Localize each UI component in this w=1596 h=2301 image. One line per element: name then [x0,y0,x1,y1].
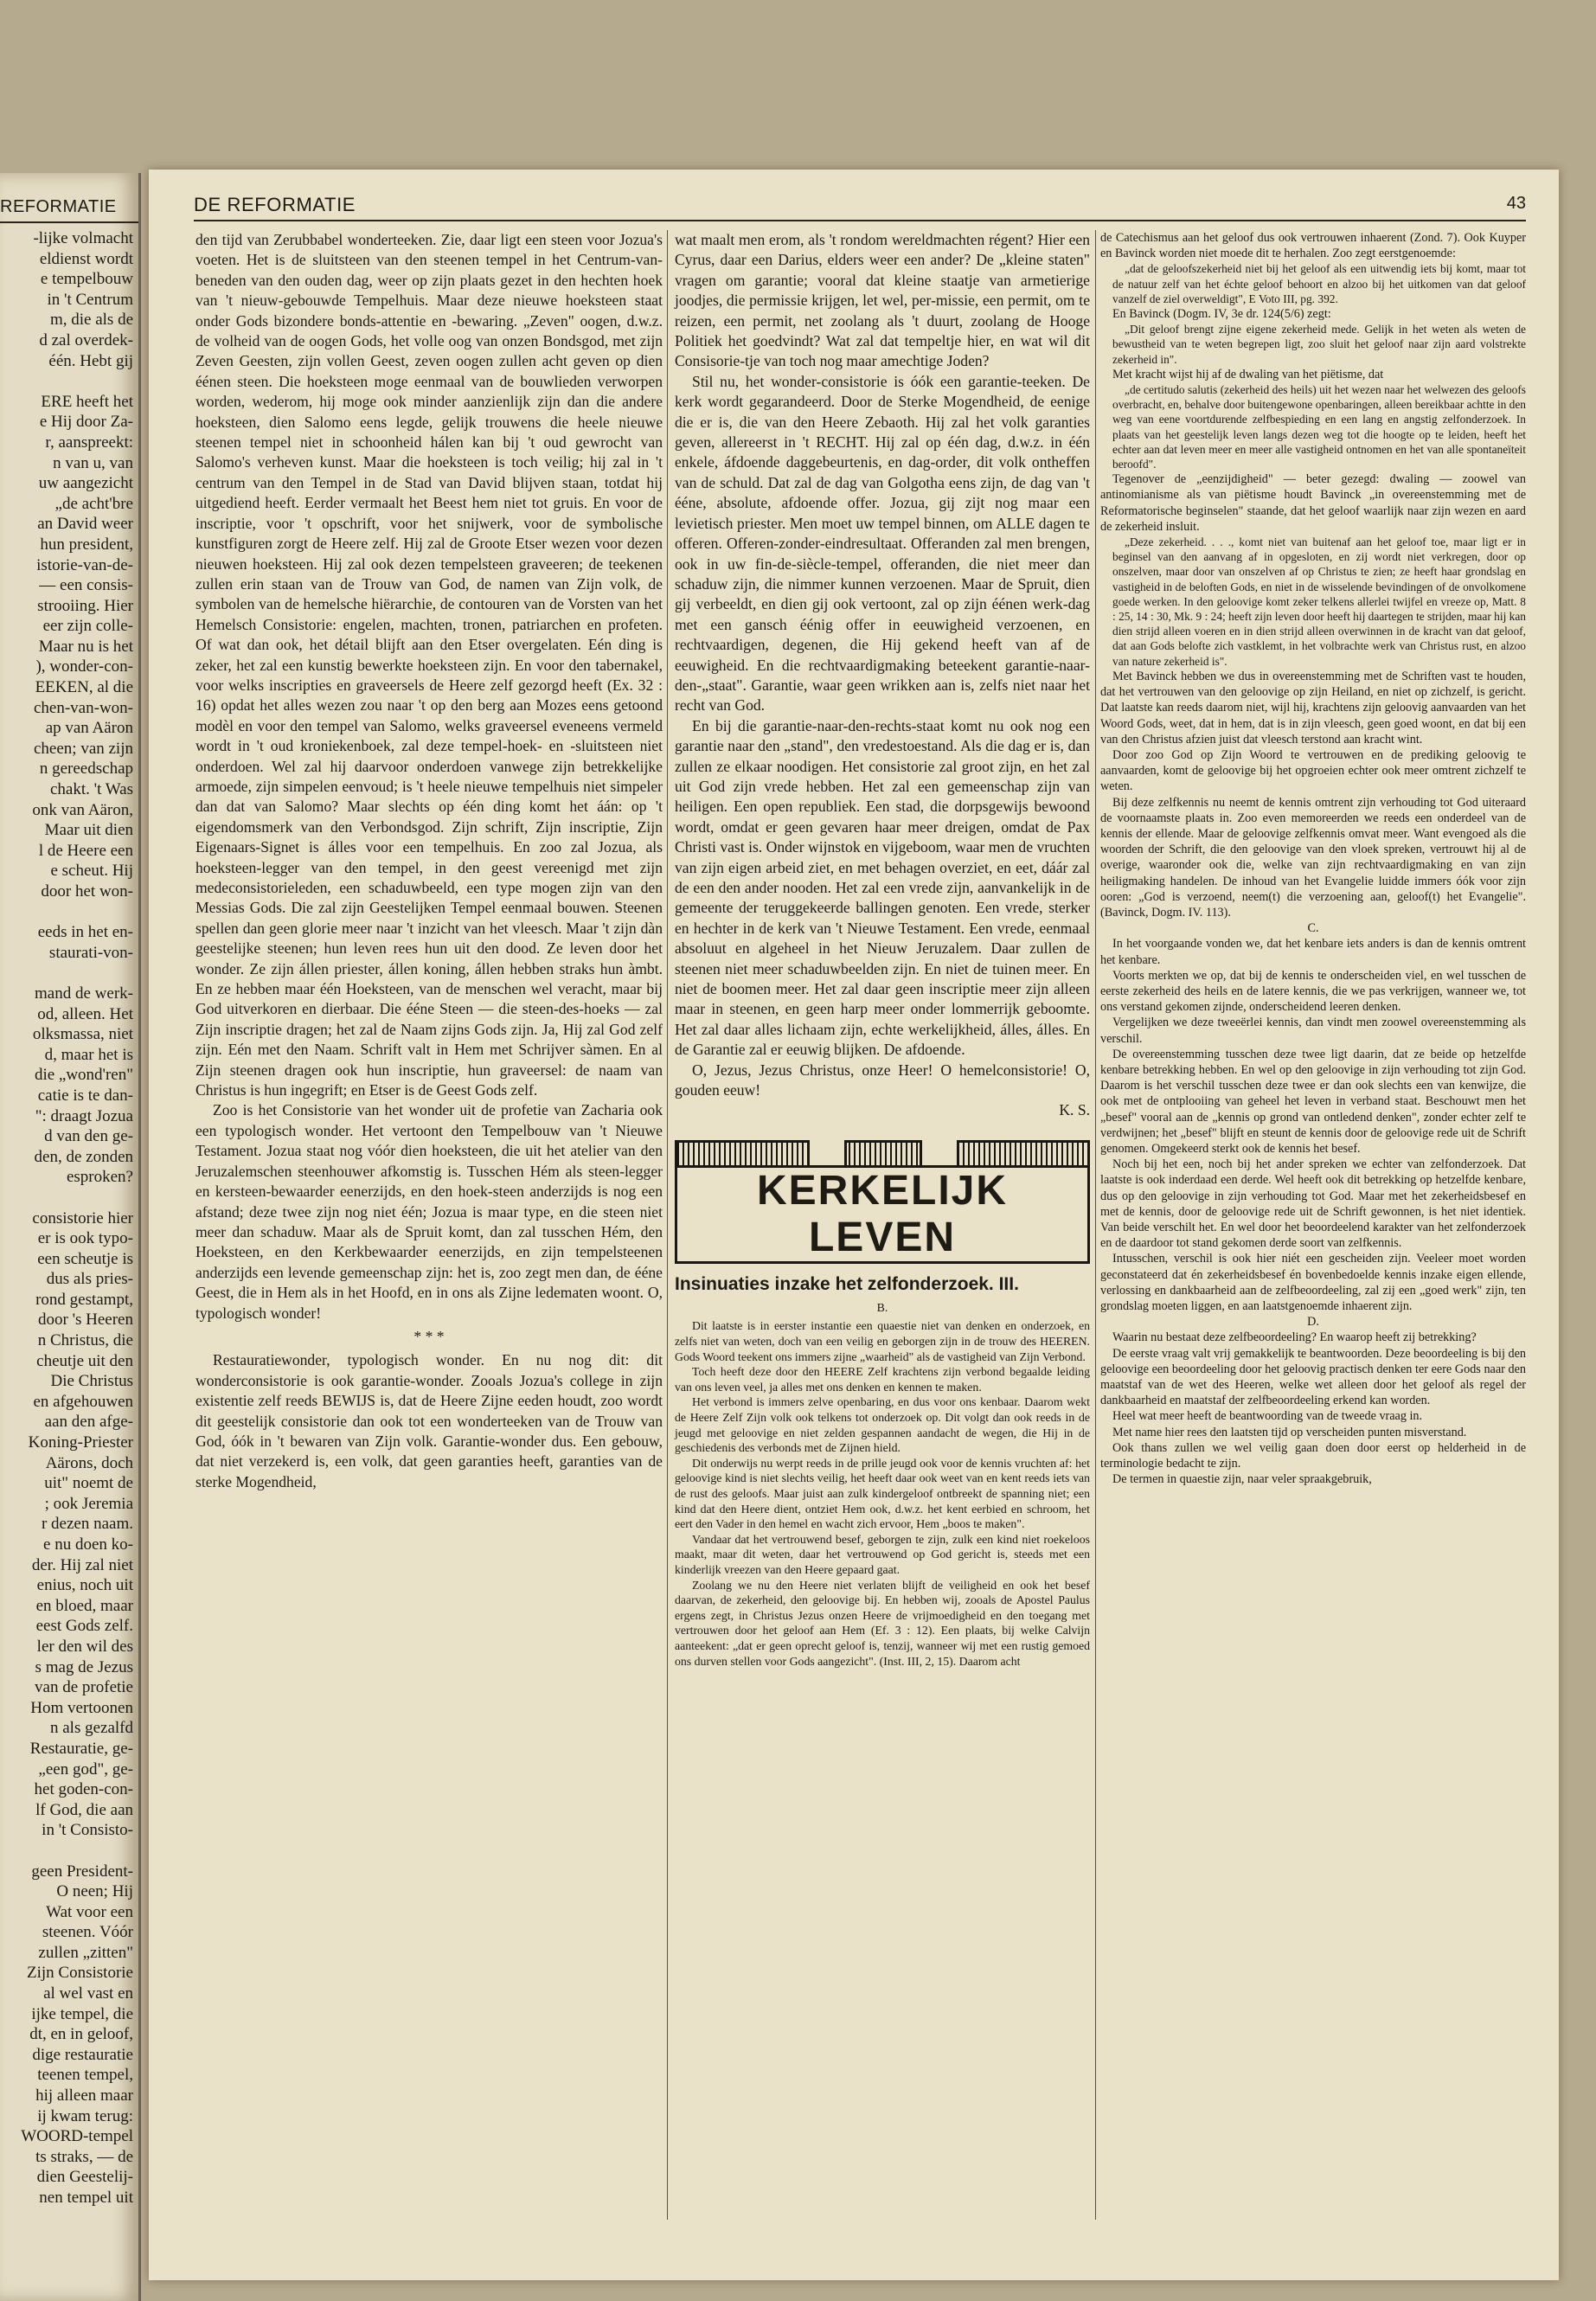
author-signature: K. S. [1059,1101,1090,1119]
left-page-line: het goden-con- [34,1780,133,1799]
left-page-line: onk van Aäron, [32,800,133,819]
left-page-line: consistorie hier [32,1208,133,1227]
running-title: DE REFORMATIE [194,194,356,215]
left-page-header: REFORMATIE [0,197,117,216]
paragraph: Met name hier rees den laatsten tijd op verscheiden punten misverstand. [1112,1425,1467,1439]
banner-ornament-gap [807,1140,847,1165]
left-page-line [3,1188,133,1208]
paragraph: Waarin nu bestaat deze zelfbeoordeeling? En waarop heeft zij betrekking? [1112,1330,1477,1345]
left-page-line: — een consis- [39,576,133,595]
left-page-line: eest Gods zelf. [35,1617,133,1636]
left-page-line: uw aangezicht [38,474,133,493]
left-page-line: Die Christus [50,1372,133,1391]
left-page-line: s mag de Jezus [35,1657,133,1676]
left-page-line: m, die als de [49,311,133,330]
left-page-line: ts straks, — de [35,2147,133,2166]
left-page-line: n als gezalfd [49,1719,133,1738]
left-page-line: d van den ge- [44,1127,133,1146]
left-page-line: nen tempel uit [39,2189,133,2207]
subsection-letter: B. [876,1300,888,1314]
left-page-line: r dezen naam. [41,1515,133,1534]
paragraph: wat maalt men erom, als 't rondom wereldmachten régent? Hier een Cyrus, daar een Darius, elders weer een ander? De „kleine staten" vragen om garantie; vooral dat kleine staatje van armetierige joodjes, die permissie krijgen, let wel, per-missie, een permit, om te reizen, een permit, net zoolang als 't duurt, zoolang de Hooge Politiek het goedvindt? Wat zal dat tempeltje hier, en wat wil dit Consisorie-tje van toch nog maar amechtige Joden? [675,231,1090,370]
paragraph: Noch bij het een, noch bij het ander spreken we echter van zelfonderzoek. Dat laatste is ook inderdaad een derde. Wel heeft ook dit betrekking op hetzelfde kenbare, dus op den geloovige in zijn verhouding tot God. Maar met het zekerheidsbesef en met de kennis, door de geloovige rede uit de Schrift gewonnen, is het niet identiek. Van beide verschilt het. En wel door het beoordeelend karakter van het zelfonderzoek en de daardoor tot stand gekomen derde soort van zelfkennis. [1100,1157,1526,1251]
left-page-line: n van u, van [53,453,133,472]
left-facing-page [0,173,141,2301]
paragraph: Heel wat meer heeft de beantwoording van de tweede vraag in. [1112,1409,1423,1424]
left-page-line: ": draagt Jozua [35,1106,133,1125]
paragraph: Met kracht wijst hij af de dwaling van het piëtisme, dat [1112,367,1384,381]
paragraph: En Bavinck (Dogm. IV, 3e dr. 124(5/6) zegt: [1112,307,1331,322]
left-page-line: dien Geestelij- [36,2168,133,2187]
left-page-line: Zijn Consistorie [27,1964,133,1983]
left-page-line: door 's Heeren [38,1311,133,1330]
left-page-line [3,371,133,392]
paragraph: Tegenover de „eenzijdigheid" — beter gezegd: dwaling — zoowel van antinomianisme als van piëtisme houdt Bavinck „in overeenstemming met de Reformatorische beginselen" staande, dat het geloof waarlijk naar zijn wezen en aard de zekerheid insluit. [1100,472,1526,534]
kerkelijk-leven-banner [675,1140,1090,1264]
left-page-line: -lijke volmacht [33,229,133,247]
paragraph: Door zoo God op Zijn Woord te vertrouwen en de prediking geloovig te aanvaarden, komt de geloovige bij het opgroeien echter ook meer omtrent zichzelf te weten. [1100,747,1526,794]
article-title: Insinuaties inzake het zelfonderzoek. III. [675,1273,1019,1294]
paragraph: Intusschen, verschil is ook hier niét een gescheiden zijn. Veeleer moet worden geconstateerd dat én zekerheidsbesef én bovenbedoelde kennis inzake eigen ellende, verlossing en dankbaarheid aan de zelfbeoordeeling, zal zij een „goed werk" zijn, ten grondslag moeten liggen, en aan laatstgenoemde inhaerent zijn. [1100,1252,1526,1314]
left-page-line: ijke tempel, die [31,2004,133,2023]
header-rule [194,220,1526,221]
left-page-line: die „wond'ren" [34,1066,133,1085]
left-page-line: lf God, die aan [35,1800,133,1819]
left-page-line: e nu doen ko- [43,1535,133,1554]
paragraph: den tijd van Zerubbabel wonderteeken. Zie, daar ligt een steen voor Jozua's voeten. Het is de sluitsteen van den steenen tempel in het Centrum-van-beneden van den ouden dag, weer op zijn plaats gezet in den hechten hoek van 't nieuw-gebouwde Tempelhuis. Maar deze nieuwe hoeksteen staat onder Gods bizondere bonds-attentie en -bewaring. „Zeven" oogen, d.w.z. de volheid van de oogen Gods, het volle oog van onzen Bondsgod, met zijn Zeven Geesten, zijn vollen Geest, zeven oogen zullen acht geven op dien éénen steen. Die hoeksteen moge eenmaal van de bouwlieden verworpen worden, wederom, hij moge ook minder aanzienlijk zijn dan die andere hoeksteen, dien Salomo eens legde, gelijk trouwens die heele nieuwe steenen tempel niet in schoonheid hálen kan bij 't oud gewrocht van Salomo's verheven kunst. Maar die hoeksteen is toch veilig; hij zal in 't centrum van den Tempel in de Stad van David blijven staan, totdat hij uitgediend heeft. Eerder vermaalt het Beest hem niet tot gruis. En voor de inscriptie, voor 't opschrift, voor het snijwerk, voor de symbolische kunstfiguren zorgt de Heere zelf. Hij zal de Groote Etser wezen voor dezen nieuwen hoeksteen. Hij zal ook dezen tempelsteen graveeren; de teekenen zullen erin staan van de Trouw van God, de namen van Zijn volk, de symbolen van de hemelsche hiërarchie, de contouren van de Vorsten van het Hemelsch Consistorie: engelen, machten, tronen, patriarchen en profeten. Of wat dan ook, het détail blijft aan den Etser overgelaten. Eén ding is zeker, het zal een kunstig bewerkte hoeksteen zijn. En voor den tabernakel, voor welks inscripties en graveersels de Heere zelf gezorgd heeft (Ex. 32 : 16) opdat het alles wezen zou naar 't op den berg aan Mozes eens getoond modèl en voor den tempel van Salomo, welks graveersel eveneens vermeld wordt in 't oud kroniekenboek, zal deze tempel-hoek- en -sluitsteen niet onderdoen. Wel zal hij daarvoor onderdoen vanwege zijn betrekkelijke armoede, zijn simpelen eenvoud; is 't heele nieuwe tempelhuis niet simpeler dan dat van Salomo? Maar slechts op één ding komt het áán: op 't eigendomsmerk van den Verbondsgod. Zijn schrift, Zijn inscriptie, Zijn Eigenaars-Signet is álles voor een tempelhuis. En zoo zal Jozua, als hoeksteen-legger van den tempel, in den geest vereenigd met zijn medeconsistorieleden, een schaduwbeeld, een type mogen zijn van den Messias Gods. Die zal zijn Geestelijken Tempel eenmaal bouwen. Steenen spellen dan geen glorie meer naar 't inzicht van het vleesch. Maar 't zijn dàn geestelijke steenen; hun leven rees hun uit den dood. Ze leven door het wonder. Ze zijn állen priester, állen koning, állen hebben straks hun àmbt. En ze hebben maar één Hoeksteen, van de menschen wel veracht, maar bij God uitverkoren en dierbaar. Die ééne Steen — die steen-des-hoeks — zal Zijn inscriptie dragen; het zal de Naam zijns Gods zijn. Ja, Hij zal God zelf zijn. Eén met den Naam. Schrift valt in Hem met Schrijver sàmen. En al Zijn steenen dragen ook hun inscriptie, hun graveersel: de naam van Christus is hun ingegrift; en Etser is de Geest Gods zelf. [195,231,663,1099]
paragraph: Dit laatste is in eerster instantie een quaestie niet van denken en onderzoek, en zelfs niet van weten, doch van een veilig en geborgen zijn in de trouw des HEEREN. Gods Woord teekent ons immers zijne „waarheid" als de vastigheid van Zijn Verbond. [675,1319,1090,1363]
left-page-line: WOORD-tempel [21,2127,133,2146]
paragraph: Met Bavinck hebben we dus in overeenstemming met de Schriften vast te houden, dat het vertrouwen van den geloovige op zijn Heiland, en niet op zichzelf, is gericht. Dat laatste kan reeds daarom niet, wijl hij, krachtens zijn geloovig aanvaarden van het Woord Gods, weet, dat in hem, dat is in zijn vleesch, geen goed woont, en dat bij een van den Christus afzien juist dat vleesch terstond aan kracht wint. [1100,669,1526,747]
left-page-line: dige restauratie [32,2045,133,2064]
left-page-line: Aärons, doch [45,1453,133,1472]
left-page-line: „de acht'bre [54,494,133,513]
left-page-line: istorie-van-de- [36,555,133,574]
column-1 [195,230,663,1492]
paragraph: De eerste vraag valt vrij gemakkelijk te beantwoorden. Deze beoordeeling is bij den geloovige een beoordeeling door het geloovig practisch denken ter eere Gods naar den maatstaf van de wet des Heeren, welke wet alleen door het geloof als regel der dankbaarheid en maatstaf der zelfbeoordeeling erkend kan worden. [1100,1346,1526,1408]
quotation: „Deze zekerheid. . . ., komt niet van buitenaf aan het geloof toe, maar ligt er in beginsel van den aanvang af in opgesloten, en zij wordt niet verkregen, door op onszelven, maar door van onszelven af op Christus te zien; ze heeft haar grondslag en vastigheid in de beloften Gods, en niet in de wisselende bevindingen of de onvolkomene goede werken. In den geloovige komt zeker telkens allerlei twijfel en vreeze op, Matt. 8 : 25, 14 : 30, Mk. 9 : 24; heeft zijn leven door heeft hij daartegen te strijden, maar hij kan dien strijd alleen voeren en in dien strijd alleen overwinnen in de kracht van dat geloof, dat aan Gods belofte zich vastklemt, in het volbrachte werk van Christus rust, en alzoo van nature zekerheid is". [1112,535,1526,668]
left-page-line: e Hij door Za- [39,413,133,432]
quotation: „dat de geloofszekerheid niet bij het geloof als een uitwendig iets bij komt, maar tot de natuur zelf van het échte geloof behoort en alzoo bij het uitkomen van dat geloof vanzelf de ziel overweldigt", E Voto III, pg. 392. [1112,262,1526,305]
left-page-line: er is ook typo- [37,1229,133,1248]
page-header [194,194,1526,220]
left-page-line: Wat voor een [46,1902,133,1921]
page-number: 43 [1506,194,1526,213]
left-page-line: O neen; Hij [56,1882,133,1901]
left-page-line: uit" noemt de [44,1474,133,1493]
paragraph: O, Jezus, Jezus Christus, onze Heer! O hemelconsistorie! O, gouden eeuw! [675,1061,1090,1099]
paragraph: Bij deze zelfkennis nu neemt de kennis omtrent zijn verhouding tot God uiteraard de voornaamste plaats in. Zoo even memoreerden we reeds een onderdeel van de kennis der ellende. Maar de geloovige zelfkennis omvat meer. Want evengoed als die woorden der Schrift, die den geloovige van den vloek spreken, vertrouwt hij al de overige, waaronder ook die, welke van zijn rechtvaardigmaking en van zijn heiligmaking handelen. De inhoud van het Evangelie luidde immers óók voor zijn ooren: „God is verzoend, neem(t) die verzoening aan, geloof(t) het Evangelie". (Bavinck, Dogm. IV. 113). [1100,795,1526,920]
left-page-line: eldienst wordt [39,249,133,268]
column-2 [675,230,1090,1669]
banner-ornament-gap [920,1140,959,1165]
paragraph: Stil nu, het wonder-consistorie is óók een garantie-teeken. De kerk wordt gegarandeerd. Door de Sterke Mogendheid, de eenige die er is, die van den Heere Zebaoth. Hij zal het volk garanties geven, allereerst in 't RECHT. Hij zal op één dag, d.w.z. in één enkele, áfdoende daggebeurtenis, en dag-order, dit volk ontheffen van de schuld. Dat zal de dag van Golgotha eens zijn, de dag van 't ééne, absolute, afdoende offer. Jozua, gij zijt nog maar een levietisch priester. Men moet uw tempel binnen, om ALLE dagen te offeren. Offeren-zonder-eindresultaat. Offeranden zal men brengen, ook in uw fin-de-siècle-tempel, offeranden, die niet meer dan schaduw zijn, die nimmer kunnen verzoenen. Maar de Spruit, dien gij verbeeldt, en dien gij ook vertoont, zal op zijn éénen werk-dag met een gansch éénig offer in eeuwigheid verzoenen, en rechtvaardigen, degenen, die Hij gekend heeft van af de eeuwigheid. En die rechtvaardigmaking beteekent garantie-naar-den-„staat". Garantie, waar geen wrikken aan is, zelfs niet naar het recht van God. [675,372,1090,715]
paragraph: Restauratiewonder, typologisch wonder. En nu nog dit: dit wonderconsistorie is ook garantie-wonder. Zooals Jozua's college in zijn existentie zelf reeds BEWIJS is, dat de Heere Zijne eeden houdt, zoo wordt dit geestelijk consistorie dan ook tot een wonderteeken van de Trouw van God, óók in 't bewaren van Zijn volk. Garantie-wonder dus. Een gebouw, dat niet verzekerd is, een volk, dat geen garanties heeft, garanties van de sterke Mogendheid, [195,1351,663,1490]
left-page-line: dus als pries- [46,1270,133,1289]
paragraph: Dit onderwijs nu werpt reeds in de prille jeugd ook voor de kennis vruchten af: het geloovige kind is niet slechts veilig, het heeft daar ook weet van en kent reeds iets van de rust des geloofs. Maar juist aan zulk kindergeloof ontbreekt de spanning niet; een kind dat den Heere dient, ontziet Hem ook, d.w.z. het kent eerbied en schroom, het eert den Vader in den hemel en wacht zich ervoor, Hem „boos te maken". [675,1456,1090,1531]
paragraph: In het voorgaande vonden we, dat het kenbare iets anders is dan de kennis omtrent het kenbare. [1100,937,1526,967]
left-page-line: rond gestampt, [35,1290,133,1309]
left-page-line: Restauratie, ge- [29,1739,133,1758]
subsection-letter: C. [1307,921,1319,936]
section-stars: * * * [413,1327,445,1345]
article-body [675,1300,1090,1669]
left-page-line: an David weer [37,515,133,534]
left-page-line: steenen. Vóór [42,1923,133,1942]
left-page-line: e scheut. Hij [50,862,133,881]
paragraph: de Catechismus aan het geloof dus ook vertrouwen inhaerent (Zond. 7). Ook Kuyper en Bavinck worden niet moede dit te herhalen. Zoo zegt eerstgenoemde: [1100,231,1526,261]
left-page-line: ), wonder-con- [35,657,133,676]
left-page-line: hun president, [40,535,133,554]
left-page-line: een scheutje is [37,1249,133,1268]
left-page-line: r, aanspreekt: [45,433,133,452]
paragraph: Ook thans zullen we wel veilig gaan doen door eerst op helderheid in de terminologie bedacht te zijn. [1100,1440,1526,1471]
left-page-line: aan den afge- [44,1413,133,1432]
left-page-line: e tempelbouw [40,270,133,289]
paragraph: Voorts merkten we op, dat bij de kennis te onderscheiden viel, en wel tusschen de eerste zekerheid des heils en de latere kennis, die we pas verkrijgen, wanneer we, tot ons verstand gekomen zijnde, onderscheidend leeren denken. [1100,968,1526,1015]
left-page-line: en bloed, maar [35,1596,133,1615]
left-page-line: ; ook Jeremia [44,1494,133,1513]
left-page-line: esproken? [66,1168,133,1187]
left-page-line: d, maar het is [44,1045,133,1064]
left-page-line: cheen; van zijn [33,739,133,758]
left-page-line: „een god", ge- [38,1759,133,1779]
paragraph: Het verbond is immers zelve openbaring, en dus voor ons kenbaar. Daarom wekt de Heere Zelf Zijn volk ook telkens tot onderzoek op. Dit volgt dan ook reeds in de jeugd met geloovige en niet zelden gespannen aandacht de wegen, die Hij in de geschiedenis des verbonds met de Zijnen hield. [675,1395,1090,1455]
left-page-line: Maar uit dien [44,821,133,840]
left-page-line: teenen tempel, [37,2066,133,2085]
left-page-line: dt, en in geloof, [29,2025,133,2044]
banner-ornament [675,1140,1090,1165]
left-page-line: hij alleen maar [35,2086,133,2106]
paragraph: Zoolang we nu den Heere niet verlaten blijft de veiligheid en ook het besef daarvan, de zekerheid, den geloovige bij. En hebben wij, zooals de Apostel Paulus ergens zegt, in Christus Jezus onzen Heere de vrijmoedigheid en den toegang met vertrouwen door het geloof aan Hem (Ef. 3 : 12). Een plaats, bij welke Calvijn aanteekent: „dat er geen oprecht geloof is, tenzij, wanneer wij met een rustig gemoed ons durven stellen voor Gods aangezicht". (Inst. III, 2, 15). Daarom acht [675,1578,1090,1668]
left-page-line: catie is te dan- [37,1086,133,1105]
left-page-line: eeds in het en- [37,923,133,942]
paragraph: Zoo is het Consistorie van het wonder uit de profetie van Zacharia ook een typologisch wonder. Het vertoont den Tempelbouw van 't Nieuwe Testament. Jozua staat nog vóór dien hoeksteen, die uit het atelier van den Jeruzalemschen steenhouwer afkomstig is. Tusschen Hém als steen-legger en kersteen-bewaarder eenerzijds, en den hoek-steen anderzijds is nog een afstand; deze twee zijn nog niet één; Jozua is maar type, en die steen niet meer dan schaduw. Maar als de Spruit komt, dan zal tusschen Hém, den Hoeksteen, en den Kerkbewaarder eenerzijds, en zijn tempelsteenen anderzijds een levende gemeenschap zijn: het is, zoo zegt men dan, de ééne Geest, die in Hem als in het Hoofd, en in ons als Zijne ledematen woont. O, typologisch wonder! [195,1101,663,1322]
section-banner-title: KERKELIJK LEVEN [675,1165,1090,1264]
left-page-line: Maar nu is het [38,637,133,656]
left-header-rule [0,221,138,223]
left-page-line: mand de werk- [35,984,133,1003]
left-page-line: den, de zonden [34,1147,133,1166]
left-page-line: en afgehouwen [33,1392,133,1411]
left-page-line: chakt. 't Was [50,780,133,799]
paragraph: Vandaar dat het vertrouwend besef, geborgen te zijn, zulk een kind niet roekeloos maakt, maar dit weten, daar het vertrouwend op God gericht is, steeds met een kinderlijk vreezen van den Heere gepaard gaat. [675,1532,1090,1576]
column-divider [667,230,668,2220]
left-page-line: olksmassa, niet [32,1025,133,1044]
left-page-line: staurati-von- [48,943,133,962]
left-page-line: n gereedschap [39,760,133,779]
left-page-line: van de profetie [35,1678,133,1697]
left-page-line: der. Hij zal niet [31,1555,133,1574]
left-page-line: cheutje uit den [36,1351,133,1370]
left-page-line: chen-van-won- [33,698,133,717]
left-page-line: in 't Consisto- [42,1821,133,1840]
paragraph: Vergelijken we deze tweeërlei kennis, dan vindt men zoowel overeenstemming als verschil. [1100,1016,1526,1046]
left-page-line: zullen „zitten" [38,1943,133,1962]
left-page-line: enius, noch uit [36,1576,133,1595]
left-page-line: al wel vast en [43,1984,133,2003]
paragraph: En bij die garantie-naar-den-rechts-staat komt nu ook nog een garantie naar den „stand", den vredestoestand. Als die dag er is, dan zullen ze elkaar noodigen. Het consistorie zal groot zijn, en het zal uit God zijn vrede hebben. Het zal een gemeenschap zijn van heiligen. Een open republiek. Een stad, die dorpsgewijs bewoond wordt, omdat er geen gevaren haar meer dreigen, omdat de Pax Christi vast is. Onder wijnstok en vijgeboom, waar men de vruchten van zijn eigen arbeid ziet, en met behagen overziet, en eet, dáár zal de een den ander nooden. Het zal een vrede zijn, aanvankelijk in de gemeente der teruggekeerde ballingen genoten. Een vrede, sterker en hechter in de kerk van 't Nieuwe Testament. Een vrede, eenmaal absoluut en algeheel in het Nieuw Jeruzalem. Daar zullen de steenen niet meer schaduwbeelden zijn. En niet de tuinen meer. En niet de boomen meer. Het zal daar geen inscriptie meer zijn alleen maar in steenen, en geen harp meer onder lommerrijk geboomte. Het zal daar alles lichaam zijn, echte werkelijkheid, álles, álles. En de Garantie zal er eeuwig blijken. De afdoende. [675,716,1090,1059]
left-page-line: n Christus, die [37,1331,133,1350]
subsection-letter: D. [1307,1315,1319,1330]
left-page-line: Hom vertoonen [30,1698,133,1717]
quotation: „de certitudo salutis (zekerheid des heils) uit het wezen naar het welwezen des geloofs overbracht, en, behalve door buitengewone openbaringen, alleen bereikbaar achtte in den weg van eene voortdurende zelfbespieding en een lang en angstig zelfonderzoek. In plaats van het geestelijk leven langs dezen weg tot die hoogte op te leiden, heeft het echter aan dat leven meer en meer alle vastigheid ontnomen en het van alle spontaneïteit beroofd". [1112,383,1526,471]
left-page-line: od, alleen. Het [37,1004,133,1023]
left-page-line [3,902,133,923]
left-page-line [3,963,133,984]
left-page-line: ap van Aäron [45,719,133,738]
left-page-line: ler den wil des [36,1637,133,1656]
left-page-line: geen President- [31,1862,133,1881]
quotation: „Dit geloof brengt zijne eigene zekerheid mede. Gelijk in het weten als weten de bewustheid van te weten begrepen ligt, zoo sluit het geloof naar zijn aard volstrekte zekerheid in". [1112,323,1526,366]
left-page-line: ij kwam terug: [37,2106,133,2125]
left-page-line: Koning-Priester [28,1433,133,1452]
column-divider [1095,230,1096,2220]
paragraph: De overeenstemming tusschen deze twee ligt daarin, dat ze beide op hetzelfde kenbare betrekking hebben. En wel op den geloovige in zijn verhouding tot zijn God. Daarom is het verschil tusschen deze twee er dan ook slechts een van kenwijze, die ook met de ontplooiing van geheel het leven in verband staat. Beschouwt men het „besef" vooral aan de „kennis op grond van ontledend denken", zonder echter zelf te verdwijnen; het „besef" blijft en steunt de kennis door de geloovige rede uit de Schrift genomen. Omgekeerd sterkt ook de kennis het besef. [1100,1047,1526,1156]
left-page-line: EEKEN, al die [35,678,133,697]
column-3 [1100,230,1526,1487]
left-page-line: één. Hebt gij [48,351,133,370]
left-page-line: in 't Centrum [47,290,133,309]
left-page-line: d zal overdek- [39,330,133,349]
left-page-line: eer zijn colle- [42,617,133,636]
left-page-line: ERE heeft het [41,392,133,411]
left-page-text [3,228,133,2208]
paragraph: Toch heeft deze door den HEERE Zelf krachtens zijn verbond begaalde leiding van ons leven veel, ja alles met ons denken en kennen te maken. [675,1365,1090,1394]
left-page-line: door het won- [41,882,133,901]
newspaper-page [149,170,1559,2280]
left-page-line: l de Heere een [38,841,133,860]
paragraph: De termen in quaestie zijn, naar veler spraakgebruik, [1112,1472,1372,1487]
left-page-line [3,1841,133,1862]
left-page-line: strooiing. Hier [37,596,133,615]
